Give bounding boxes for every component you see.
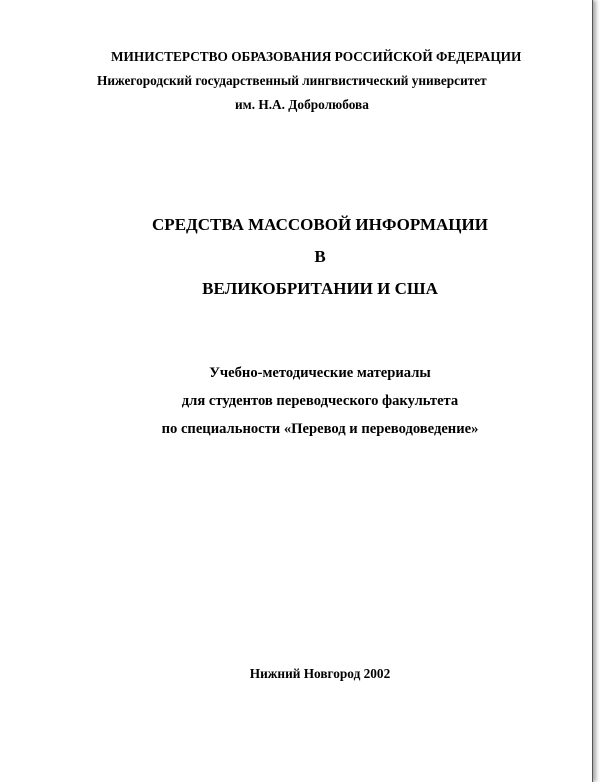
place-and-year: Нижний Новгород 2002 bbox=[249, 666, 391, 681]
ministry-heading: МИНИСТЕРСТВО ОБРАЗОВАНИЯ РОССИЙСКОЙ ФЕДЕРАЦИИ bbox=[111, 49, 522, 64]
subtitle-line-1: Учебно-методические материалы bbox=[209, 365, 431, 381]
document-title-line-2: В bbox=[314, 247, 326, 266]
document-title-line-1: СРЕДСТВА МАССОВОЙ ИНФОРМАЦИИ bbox=[152, 215, 488, 234]
subtitle-line-2: для студентов переводческого факультета bbox=[181, 393, 459, 409]
university-name: Нижегородский государственный лингвистический университет bbox=[97, 73, 487, 88]
university-named-after: им. Н.А. Добролюбова bbox=[235, 97, 369, 112]
document-title-line-3: ВЕЛИКОБРИТАНИИ И США bbox=[202, 279, 438, 298]
subtitle-line-3: по специальности «Перевод и переводоведение» bbox=[161, 421, 479, 437]
